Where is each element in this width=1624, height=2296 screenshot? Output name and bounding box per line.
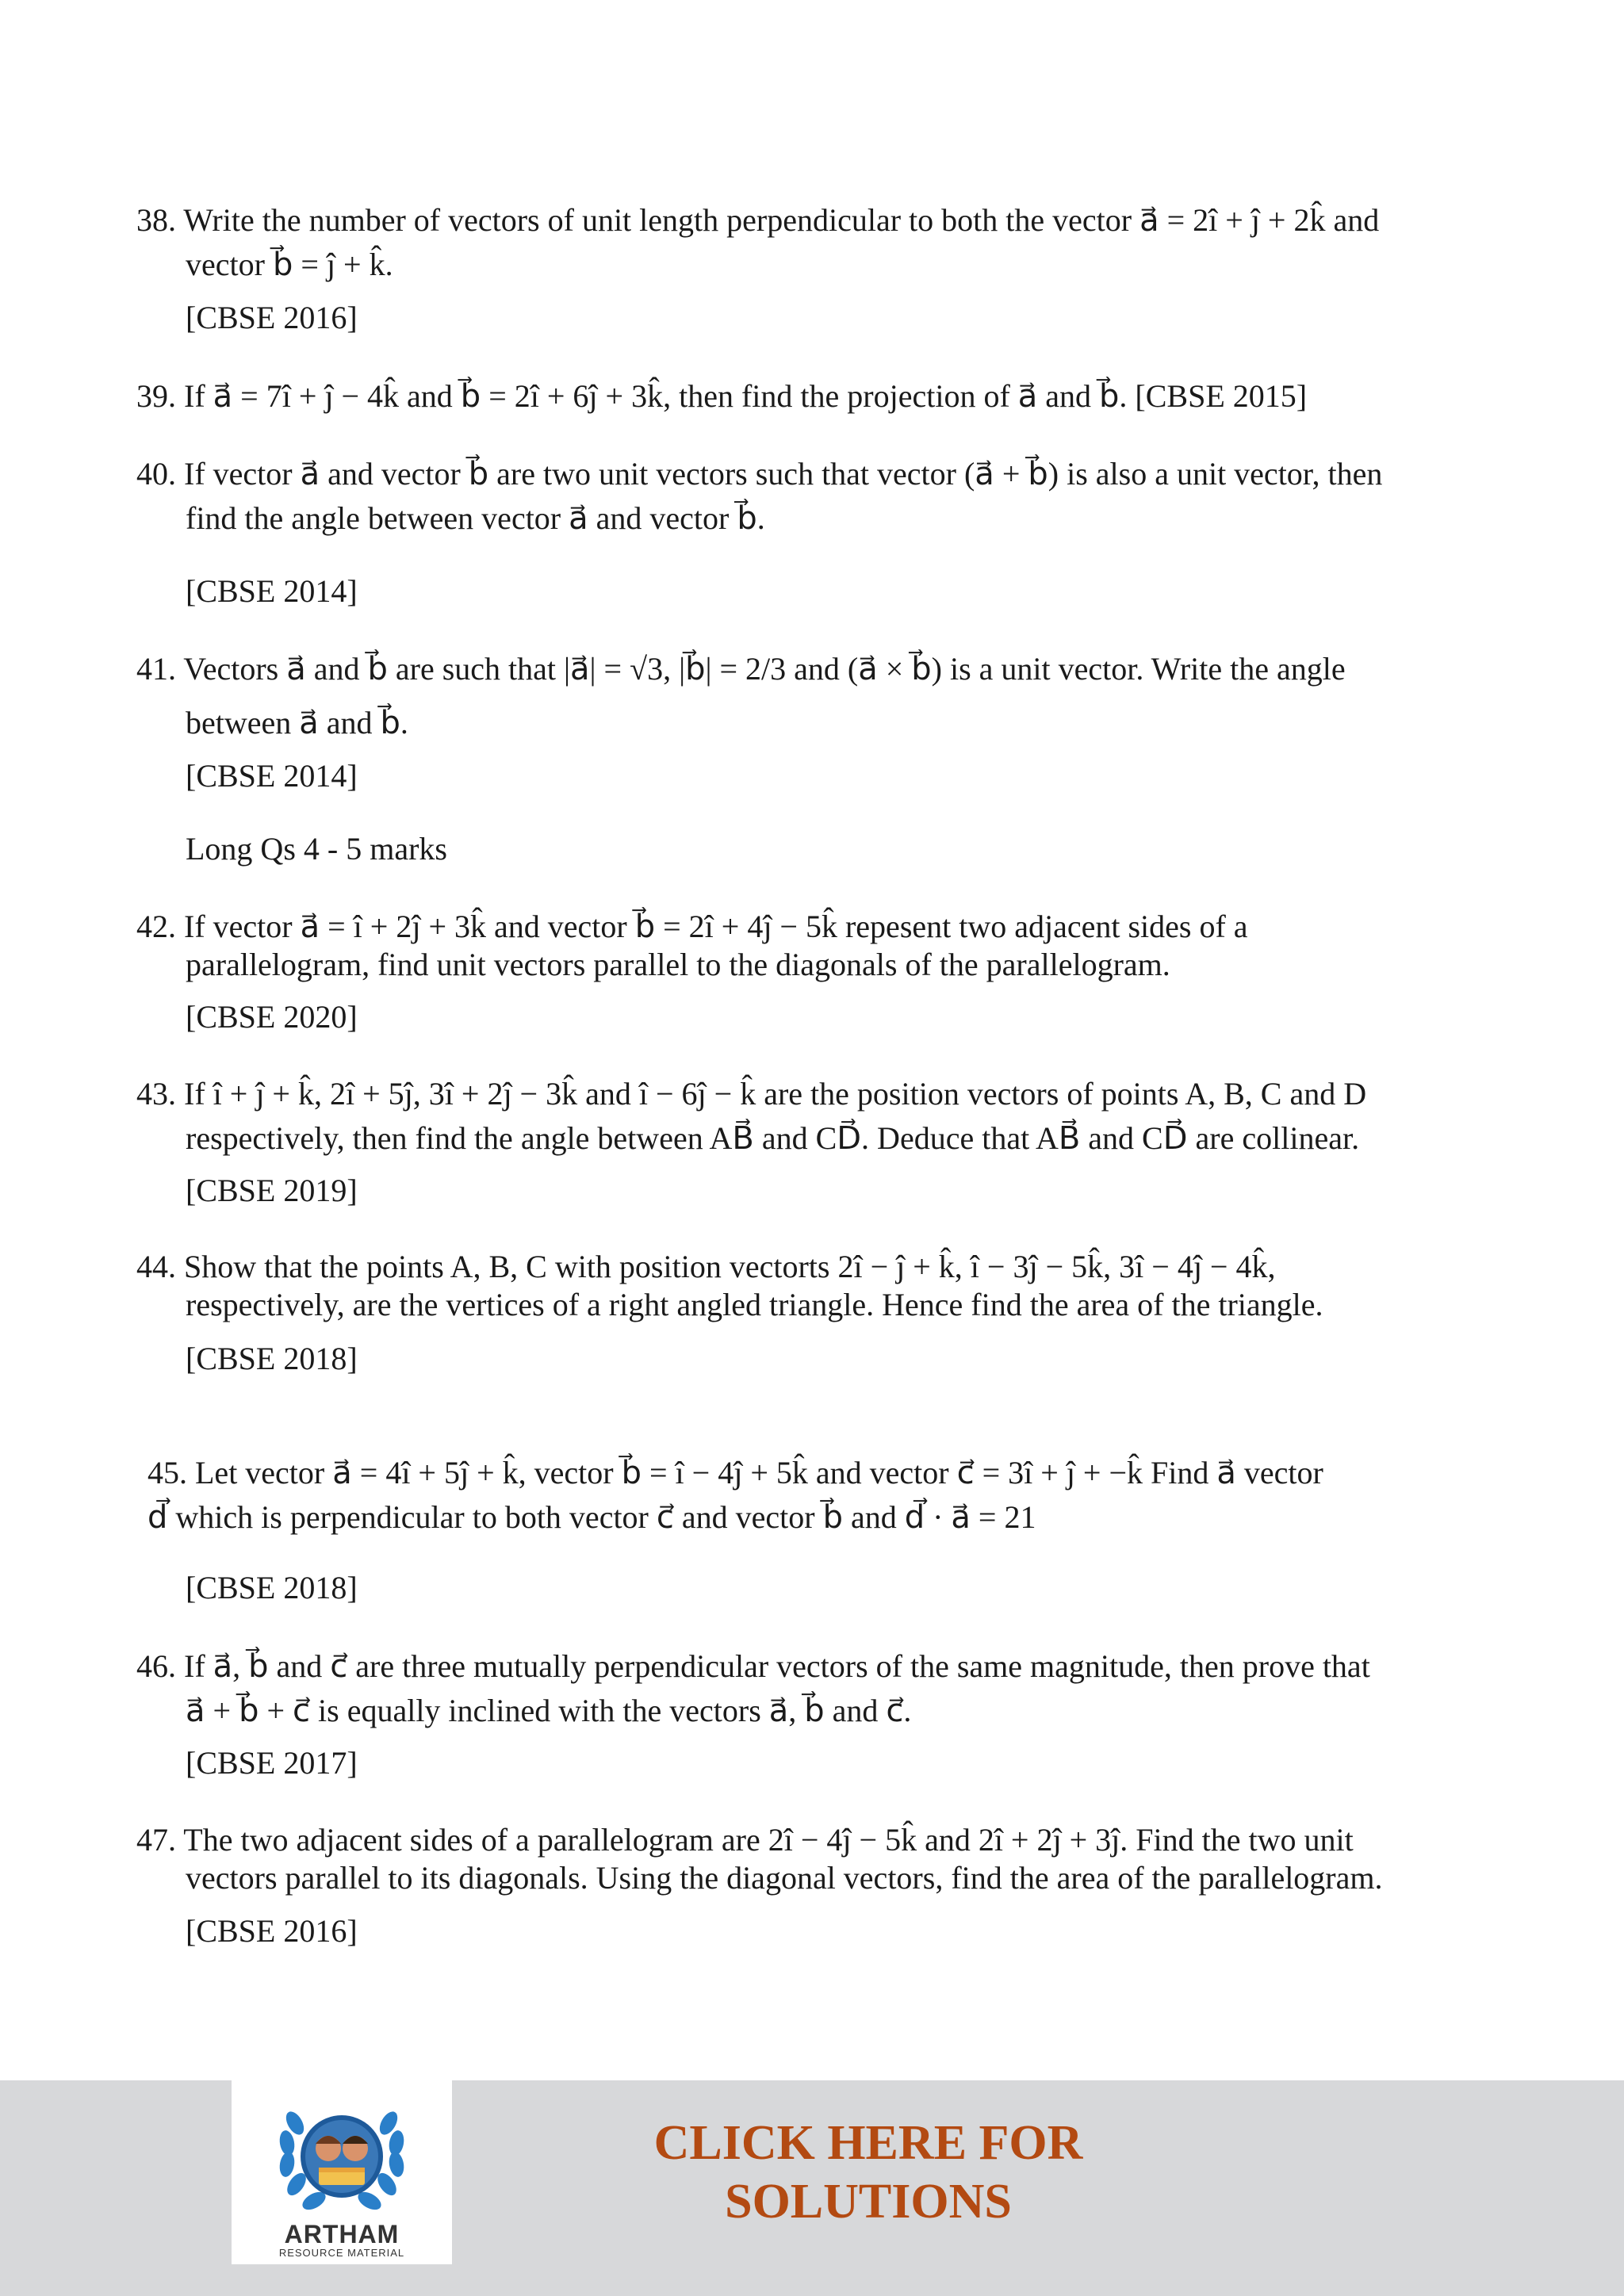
- question-number: 42.: [136, 909, 176, 944]
- artham-logo: [232, 2080, 452, 2264]
- question-text: d⃗ which is perpendicular to both vector c⃗ and vector b⃗ and d⃗ · a⃗ = 21: [147, 1499, 1036, 1535]
- question-42: [136, 905, 1484, 987]
- solutions-link[interactable]: [603, 2114, 1134, 2231]
- source-tag: [CBSE 2019]: [186, 1173, 358, 1208]
- question-45: [147, 1451, 1496, 1540]
- question-40: [136, 452, 1484, 541]
- source-tag: [CBSE 2016]: [186, 1913, 358, 1949]
- question-46: [136, 1644, 1484, 1733]
- question-44: [136, 1245, 1484, 1327]
- laurel-wreath-icon: [271, 2091, 412, 2218]
- logo-subtitle: RESOURCE MATERIAL: [278, 2247, 405, 2259]
- question-text: If a⃗ = 7î + ĵ − 4k̂ and b⃗ = 2î + 6ĵ + 3k̂, then find the projection of a⃗ and b⃗. [CBSE 2015]: [184, 378, 1308, 414]
- question-number: 38.: [136, 202, 176, 238]
- source-tag: [CBSE 2016]: [186, 300, 358, 335]
- question-47: [136, 1818, 1484, 1900]
- question-text: find the angle between vector a⃗ and vector b⃗.: [186, 500, 765, 536]
- question-41: [136, 647, 1484, 745]
- question-text: If a⃗, b⃗ and c⃗ are three mutually perpendicular vectors of the same magnitude, then prove that: [184, 1648, 1370, 1684]
- question-text: The two adjacent sides of a parallelogram are 2î − 4ĵ − 5k̂ and 2î + 2ĵ + 3ĵ. Find the two unit: [183, 1822, 1354, 1858]
- question-43: [136, 1072, 1484, 1161]
- cta-line-1: CLICK HERE FOR: [653, 2116, 1083, 2170]
- section-heading: Long Qs 4 - 5 marks: [186, 831, 447, 867]
- question-38: [136, 198, 1484, 287]
- question-number: 44.: [136, 1249, 176, 1284]
- question-text: a⃗ + b⃗ + c⃗ is equally inclined with the vectors a⃗, b⃗ and c⃗.: [186, 1693, 912, 1728]
- question-text: If vector a⃗ = î + 2ĵ + 3k̂ and vector b⃗ = 2î + 4ĵ − 5k̂ repesent two adjacent sides of a: [184, 909, 1248, 944]
- question-number: 40.: [136, 456, 176, 492]
- question-text: between a⃗ and b⃗.: [186, 705, 408, 740]
- logo-name: ARTHAM: [284, 2220, 400, 2248]
- question-text: Let vector a⃗ = 4î + 5ĵ + k̂, vector b⃗ = î − 4ĵ + 5k̂ and vector c⃗ = 3î + ĵ + −k̂ Find a⃗ vector: [195, 1455, 1323, 1490]
- source-tag: [CBSE 2020]: [186, 999, 358, 1035]
- question-number: 39.: [136, 378, 176, 414]
- question-text: vector b⃗ = ĵ + k̂.: [186, 247, 393, 282]
- question-text: Show that the points A, B, C with position vectorts 2î − ĵ + k̂, î − 3ĵ − 5k̂, 3î − 4ĵ − 4k̂,: [184, 1249, 1276, 1284]
- source-tag: [CBSE 2014]: [186, 573, 358, 609]
- question-text: Vectors a⃗ and b⃗ are such that |a⃗| = √3, |b⃗| = 2/3 and (a⃗ × b⃗) is a unit vector. Write the angle: [183, 651, 1346, 687]
- question-39: [136, 374, 1484, 419]
- question-text: If î + ĵ + k̂, 2î + 5ĵ, 3î + 2ĵ − 3k̂ and î − 6ĵ − k̂ are the position vectors of points A, B, C and D: [184, 1076, 1367, 1112]
- source-tag: [CBSE 2014]: [186, 758, 358, 794]
- question-number: 46.: [136, 1648, 176, 1684]
- source-tag: [CBSE 2018]: [186, 1341, 358, 1376]
- question-text: respectively, then find the angle between AB⃗ and CD⃗. Deduce that AB⃗ and CD⃗ are collinear.: [186, 1120, 1360, 1156]
- question-text: respectively, are the vertices of a right angled triangle. Hence find the area of the triangle.: [186, 1287, 1323, 1322]
- question-number: 41.: [136, 651, 176, 687]
- question-text: parallelogram, find unit vectors parallel to the diagonals of the parallelogram.: [186, 947, 1170, 982]
- cta-line-2: SOLUTIONS: [725, 2175, 1012, 2229]
- question-number: 45.: [147, 1455, 187, 1490]
- question-text: Write the number of vectors of unit length perpendicular to both the vector a⃗ = 2î + ĵ + 2k̂ and: [183, 202, 1380, 238]
- source-tag: [CBSE 2017]: [186, 1745, 358, 1781]
- source-tag: [CBSE 2018]: [186, 1570, 358, 1605]
- question-number: 43.: [136, 1076, 176, 1112]
- question-text: vectors parallel to its diagonals. Using the diagonal vectors, find the area of the parallelogram.: [186, 1860, 1383, 1896]
- question-number: 47.: [136, 1822, 176, 1858]
- question-text: If vector a⃗ and vector b⃗ are two unit vectors such that vector (a⃗ + b⃗) is also a unit vector, then: [184, 456, 1383, 492]
